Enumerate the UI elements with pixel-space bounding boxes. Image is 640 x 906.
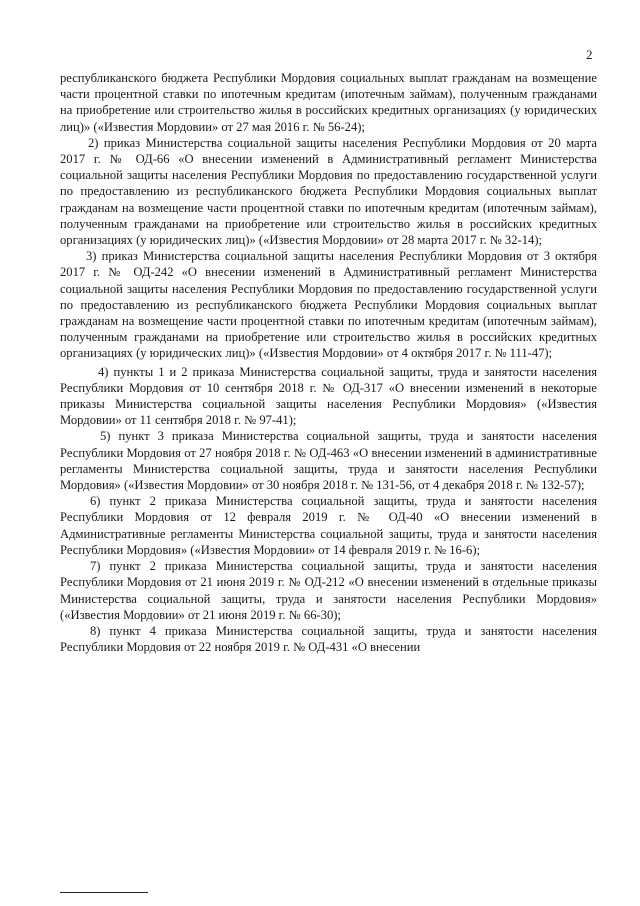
paragraph-item-5: 5) пункт 3 приказа Министерства социальной защиты, труда и занятости населения Республики Мордовия от 27 ноября 2018 г. № ОД-463 «О внесении изменений в административные регламенты Министерства социальной защиты, труда и занятости населения Республики Мордовия» («Известия Мордовии» от 30 ноября 2018 г. № 131-56, от 4 декабря 2018 г. № 132-57); <box>60 429 597 493</box>
paragraph-item-8: 8) пункт 4 приказа Министерства социальной защиты, труда и занятости населения Республики Мордовия от 22 ноября 2019 г. № ОД-431 «О внесении <box>60 623 597 655</box>
paragraph-item-3: 3) приказ Министерства социальной защиты населения Республики Мордовия от 3 октября 2017 г. № ОД-242 «О внесении изменений в Административный регламент Министерства социальной защиты населения Республики Мордовия по предоставлению государственной услуги по предоставлению из республиканского бюджета Республики Мордовия социальных выплат гражданам на возмещение части процентной ставки по ипотечным кредитам (ипотечным займам), полученным гражданами на приобретение или строительство жилья в российских кредитных организациях (у юридических лиц)» («Известия Мордовии» от 4 октября 2017 г. № 111-47); <box>60 249 597 361</box>
paragraph-item-7: 7) пункт 2 приказа Министерства социальной защиты, труда и занятости населения Республики Мордовия от 21 июня 2019 г. № ОД-212 «О внесении изменений в отдельные приказы Министерства социальной защиты, труда и занятости населения Республики Мордовия» («Известия Мордовии» от 21 июня 2019 г. № 66-30); <box>60 559 597 622</box>
document-body <box>60 70 597 655</box>
paragraph-continuation: республиканского бюджета Республики Мордовия социальных выплат гражданам на возмещение части процентной ставки по ипотечным кредитам (ипотечным займам), полученным гражданами на приобретение или строительство жилья в российских кредитных организациях (у юридических лиц)» («Известия Мордовии» от 27 мая 2016 г. № 56-24); <box>60 71 597 134</box>
paragraph-item-6: 6) пункт 2 приказа Министерства социальной защиты, труда и занятости населения Республики Мордовия от 12 февраля 2019 г. № ОД-40 «О внесении изменений в Административные регламенты Министерства социальной защиты, труда и занятости населения Республики Мордовия» («Известия Мордовии» от 14 февраля 2019 г. № 16-6); <box>60 494 597 557</box>
paragraph-item-2: 2) приказ Министерства социальной защиты населения Республики Мордовия от 20 марта 2017 г. № ОД-66 «О внесении изменений в Административный регламент Министерства социальной защиты населения Республики Мордовия по предоставлению государственной услуги по предоставлению из республиканского бюджета Республики Мордовия социальных выплат гражданам на возмещение части процентной ставки по ипотечным кредитам (ипотечным займам), полученным гражданами на приобретение или строительство жилья в российских кредитных организациях (у юридических лиц)» («Известия Мордовии» от 28 марта 2017 г. № 32-14); <box>60 135 597 248</box>
footnote-separator <box>60 892 148 893</box>
page-number: 2 <box>586 47 593 62</box>
paragraph-item-4: 4) пункты 1 и 2 приказа Министерства социальной защиты, труда и занятости населения Республики Мордовия от 10 сентября 2018 г. № ОД-317 «О внесении изменений в некоторые приказы Министерства социальной защиты населения Республики Мордовия» («Известия Мордовии» от 11 сентября 2018 г. № 97-41); <box>60 364 597 428</box>
